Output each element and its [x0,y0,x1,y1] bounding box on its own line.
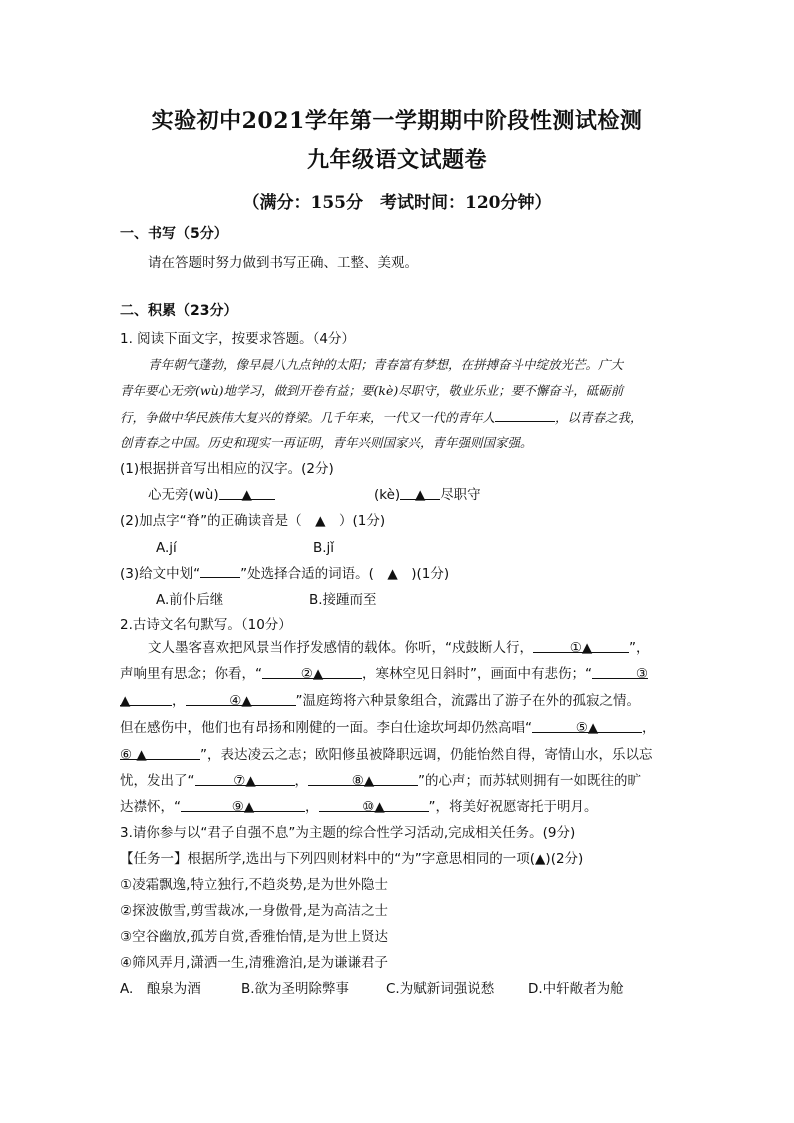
q1-passage-line2: 青年要心无旁(wù)地学习，做到开卷有益；要(kè)尽职守，敬业乐业；要不懈奋斗，砥砺前 [120,383,624,398]
q2-prompt: 2.古诗文名句默写。（10分） [120,617,292,633]
q2-blank-8[interactable]: ⑧▲ [308,771,418,786]
q1-prompt: 1. 阅读下面文字，按要求答题。（4分） [120,331,356,347]
q2-line7: 达襟怀，“ ⑨▲ ， ⑩▲ ”，将美好祝愿寄托于明月。 [120,799,598,815]
q2-blank-7[interactable]: ⑦▲ [195,771,295,786]
q1-sub1-b-blank[interactable]: ▲ [400,485,440,500]
q2-line2: 声响里有思念；你看，“ ②▲ ，寒林空见日斜时”，画面中有悲伤；“ ③ [120,666,648,682]
q1-sub3-option-b[interactable]: B.接踵而至 [309,592,377,608]
q2-line4: 但在感伤中，他们也有昂扬和刚健的一面。李白仕途坎坷却仍然高唱“ ⑤▲ ， [120,720,656,736]
q3-task1: 【任务一】根据所学,选出与下列四则材料中的“为”字意思相同的一项(▲)(2分) [120,851,584,867]
q1-passage-line4: 创青春之中国。历史和现实一再证明，青年兴则国家兴，青年强则国家强。 [120,435,533,450]
q3-material-4: ④筛风弄月,潇洒一生,清雅澹泊,是为谦谦君子 [120,955,388,971]
q2-blank-3-cont[interactable]: ▲ [120,691,172,706]
q1-passage-line1: 青年朝气蓬勃，像早晨八九点钟的太阳；青春富有梦想，在拼搏奋斗中绽放光芒。广大 [148,357,624,372]
q2-blank-5[interactable]: ⑤▲ [532,718,642,733]
q1-sub2-option-b[interactable]: B.jǐ [313,540,335,556]
q1-sub1: (1)根据拼音写出相应的汉字。(2分) [120,461,334,477]
q1-sub1-b: (kè) ▲ 尽职守 [374,487,481,503]
q3-option-b[interactable]: B.欲为圣明除弊事 [241,981,350,997]
q2-blank-1[interactable]: ①▲ [533,638,629,653]
q1-sub3: (3)给文中划“ ”处选择合适的词语。( ▲ )(1分) [120,563,690,584]
section1-heading: 一、书写（5分） [120,226,228,242]
q2-line6: 忧，发出了“ ⑦▲ ， ⑧▲ ”的心声；而苏轼则拥有一如既往的旷 [120,773,641,789]
q1-passage-blank[interactable] [495,407,555,422]
q1-passage-line3: 行，争做中华民族伟大复兴的脊梁。几千年来，一代又一代的青年人 ，以青春之我， [120,407,690,428]
exam-title: 实验初中2021学年第一学期期中阶段性测试检测 [151,108,643,134]
q1-sub2-option-a[interactable]: A.jí [156,540,177,556]
section2-heading: 二、积累（23分） [120,303,238,319]
q2-blank-10[interactable]: ⑩▲ [319,797,429,812]
q1-sub1-a: 心无旁(wù) ▲ [148,485,718,505]
q2-blank-3[interactable]: ③ [592,664,648,679]
q1-sub3-blank-sample [200,563,240,578]
q2-line5: ⑥ ▲ ”，表达凌云之志；欧阳修虽被降职远调，仍能怡然自得，寄情山水，乐以忘 [120,747,653,763]
q3-material-3: ③空谷幽放,孤芳自赏,香雅怡情,是为世上贤达 [120,929,388,945]
q1-sub1-a-blank[interactable]: ▲ [219,485,275,500]
q3-option-c[interactable]: C.为赋新词强说愁 [386,981,495,997]
q3-option-a[interactable]: A. 酿泉为酒 [120,981,201,997]
q3-prompt: 3.请你参与以“君子自强不息”为主题的综合性学习活动,完成相关任务。(9分) [120,825,576,841]
q2-blank-2[interactable]: ②▲ [262,664,362,679]
q1-sub2: (2)加点字“脊”的正确读音是（ ▲ ）(1分) [120,513,386,529]
q2-blank-4[interactable]: ④▲ [186,691,296,706]
q3-material-2: ②探波傲雪,剪雪裁冰,一身傲骨,是为高洁之士 [120,903,388,919]
q3-material-1: ①凌霜飘逸,特立独行,不趋炎势,是为世外隐士 [120,877,388,893]
q2-line3: ▲ ， ④▲ ”温庭筠将六种景象组合，流露出了游子在外的孤寂之情。 [120,693,640,709]
q2-blank-6[interactable]: ⑥ ▲ [120,745,200,760]
q1-sub3-option-a[interactable]: A.前仆后继 [156,592,224,608]
section1-text: 请在答题时努力做到书写正确、工整、美观。 [148,255,418,271]
exam-subject-title: 九年级语文试题卷 [306,147,487,173]
q2-line1: 文人墨客喜欢把风景当作抒发感情的载体。你听，“戍鼓断人行， ①▲ ”， [148,640,650,656]
exam-score-time: （满分：155分 考试时间：120分钟） [242,193,552,213]
q3-option-d[interactable]: D.中轩敞者为舱 [528,981,624,997]
q2-blank-9[interactable]: ⑨▲ [181,797,305,812]
